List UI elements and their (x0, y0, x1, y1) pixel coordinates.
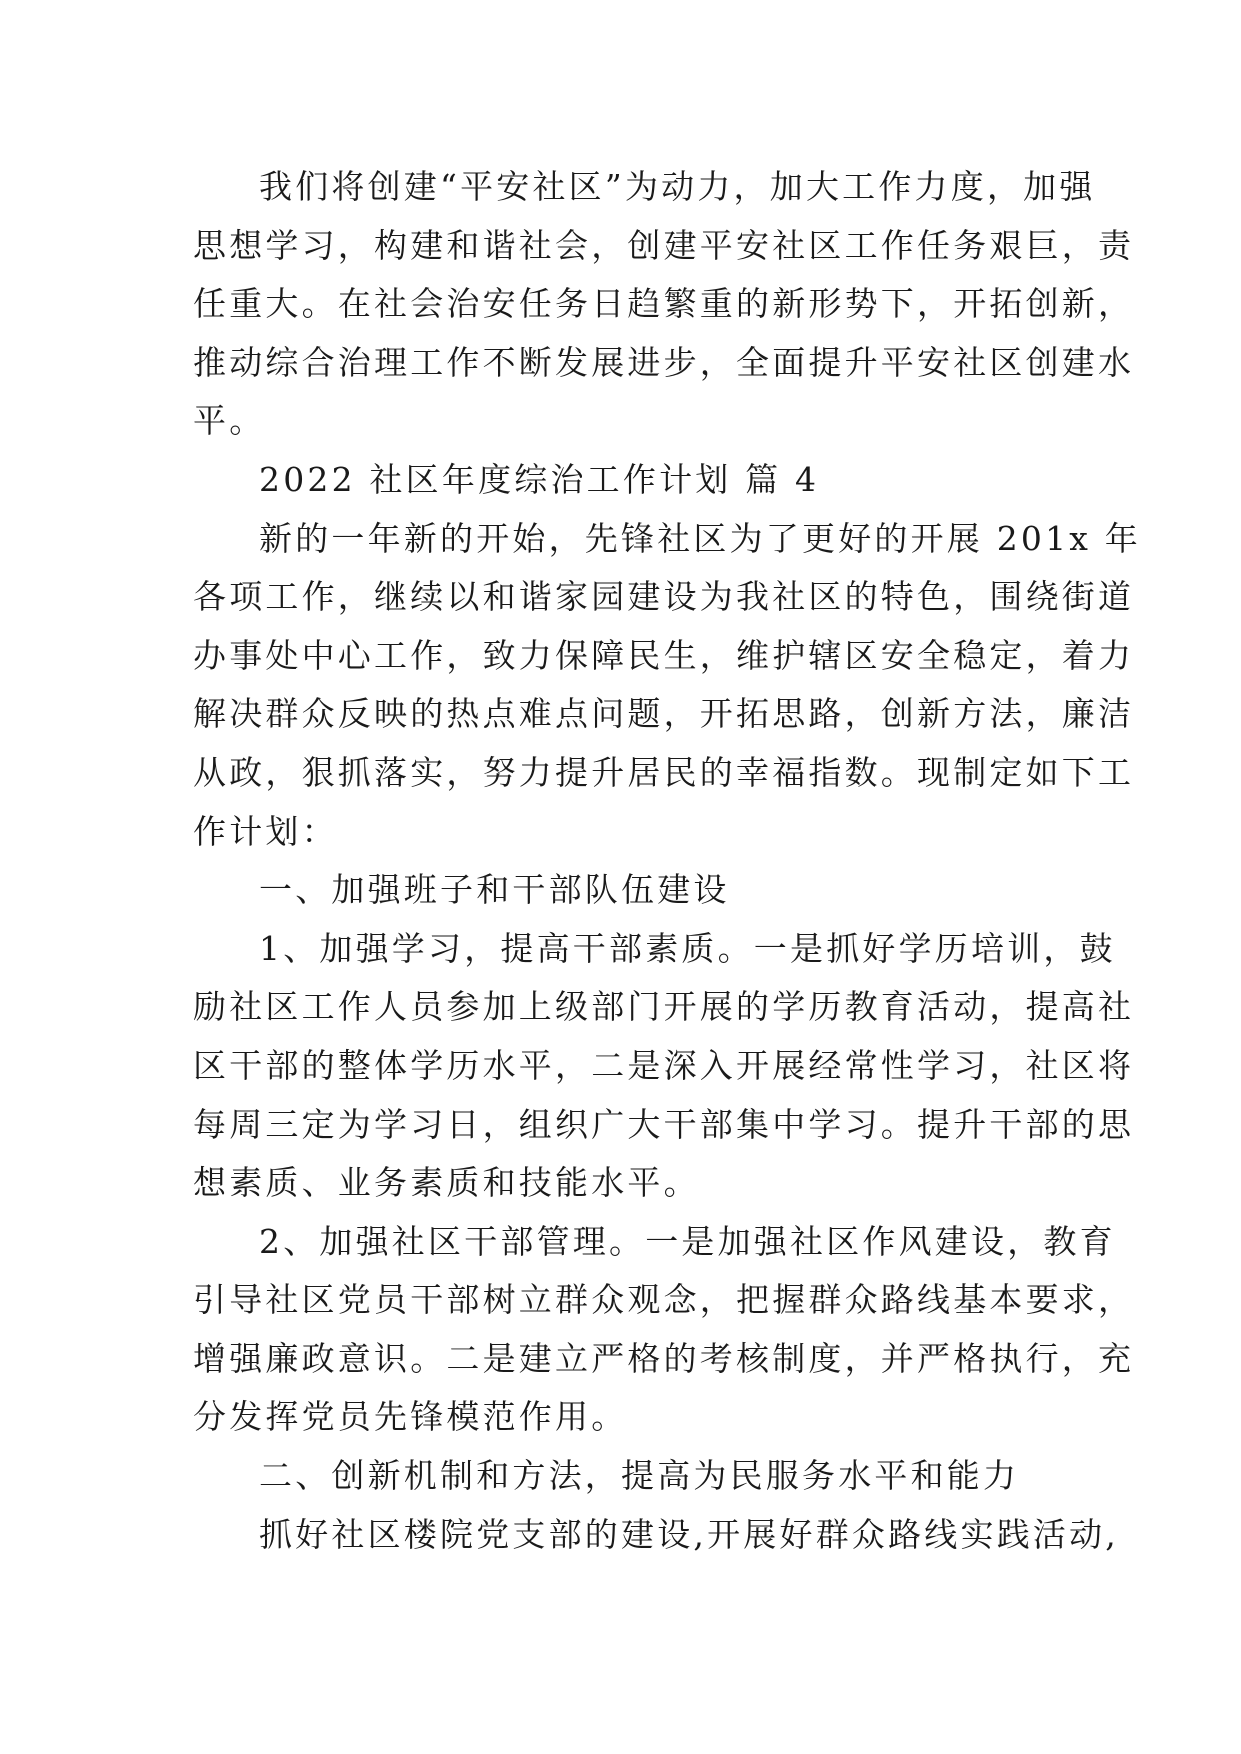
text-line: 办事处中心工作，致力保障民生，维护辖区安全稳定，着力 (193, 635, 1135, 675)
text-line: 我们将创建“平安社区”为动力，加大工作力度，加强 (259, 167, 1096, 206)
text-line: 从政，狠抓落实，努力提升居民的幸福指数。现制定如下工 (193, 752, 1135, 792)
text-line: 每周三定为学习日，组织广大干部集中学习。提升干部的思 (193, 1104, 1135, 1144)
text-line: 1、加强学习，提高干部素质。一是抓好学历培训，鼓 (259, 928, 1116, 968)
text-line: 增强廉政意识。二是建立严格的考核制度，并严格执行，充 (193, 1338, 1135, 1378)
text-line: 新的一年新的开始，先锋社区为了更好的开展 201x 年 (259, 518, 1141, 558)
text-line: 各项工作，继续以和谐家园建设为我社区的特色，围绕街道 (193, 577, 1135, 617)
text-line: 想素质、业务素质和技能水平。 (193, 1163, 700, 1203)
text-line: 作计划： (193, 811, 338, 851)
text-line: 思想学习，构建和谐社会，创建平安社区工作任务艰巨，责 (193, 225, 1135, 265)
text-line: 推动综合治理工作不断发展进步，全面提升平安社区创建水 (193, 342, 1135, 382)
subsection-heading: 一、加强班子和干部队伍建设 (259, 870, 730, 910)
text-line: 平。 (193, 401, 266, 441)
text-line: 引导社区党员干部树立群众观念，把握群众路线基本要求， (193, 1280, 1135, 1320)
document-body (193, 158, 1141, 1564)
text-line: 任重大。在社会治安任务日趋繁重的新形势下，开拓创新， (193, 284, 1135, 324)
text-line: 解决群众反映的热点难点问题，开拓思路，创新方法，廉洁 (193, 694, 1135, 734)
text-line: 励社区工作人员参加上级部门开展的学历教育活动，提高社 (193, 987, 1135, 1027)
section-heading: 2022 社区年度综治工作计划 篇 4 (259, 459, 820, 499)
subsection-heading: 二、创新机制和方法，提高为民服务水平和能力 (259, 1456, 1020, 1496)
text-line: 分发挥党员先锋模范作用。 (193, 1397, 628, 1437)
text-line: 2、加强社区干部管理。一是加强社区作风建设，教育 (259, 1221, 1116, 1261)
text-line: 抓好社区楼院党支部的建设,开展好群众路线实践活动, (259, 1514, 1119, 1554)
text-line: 区干部的整体学历水平，二是深入开展经常性学习，社区将 (193, 1045, 1135, 1085)
